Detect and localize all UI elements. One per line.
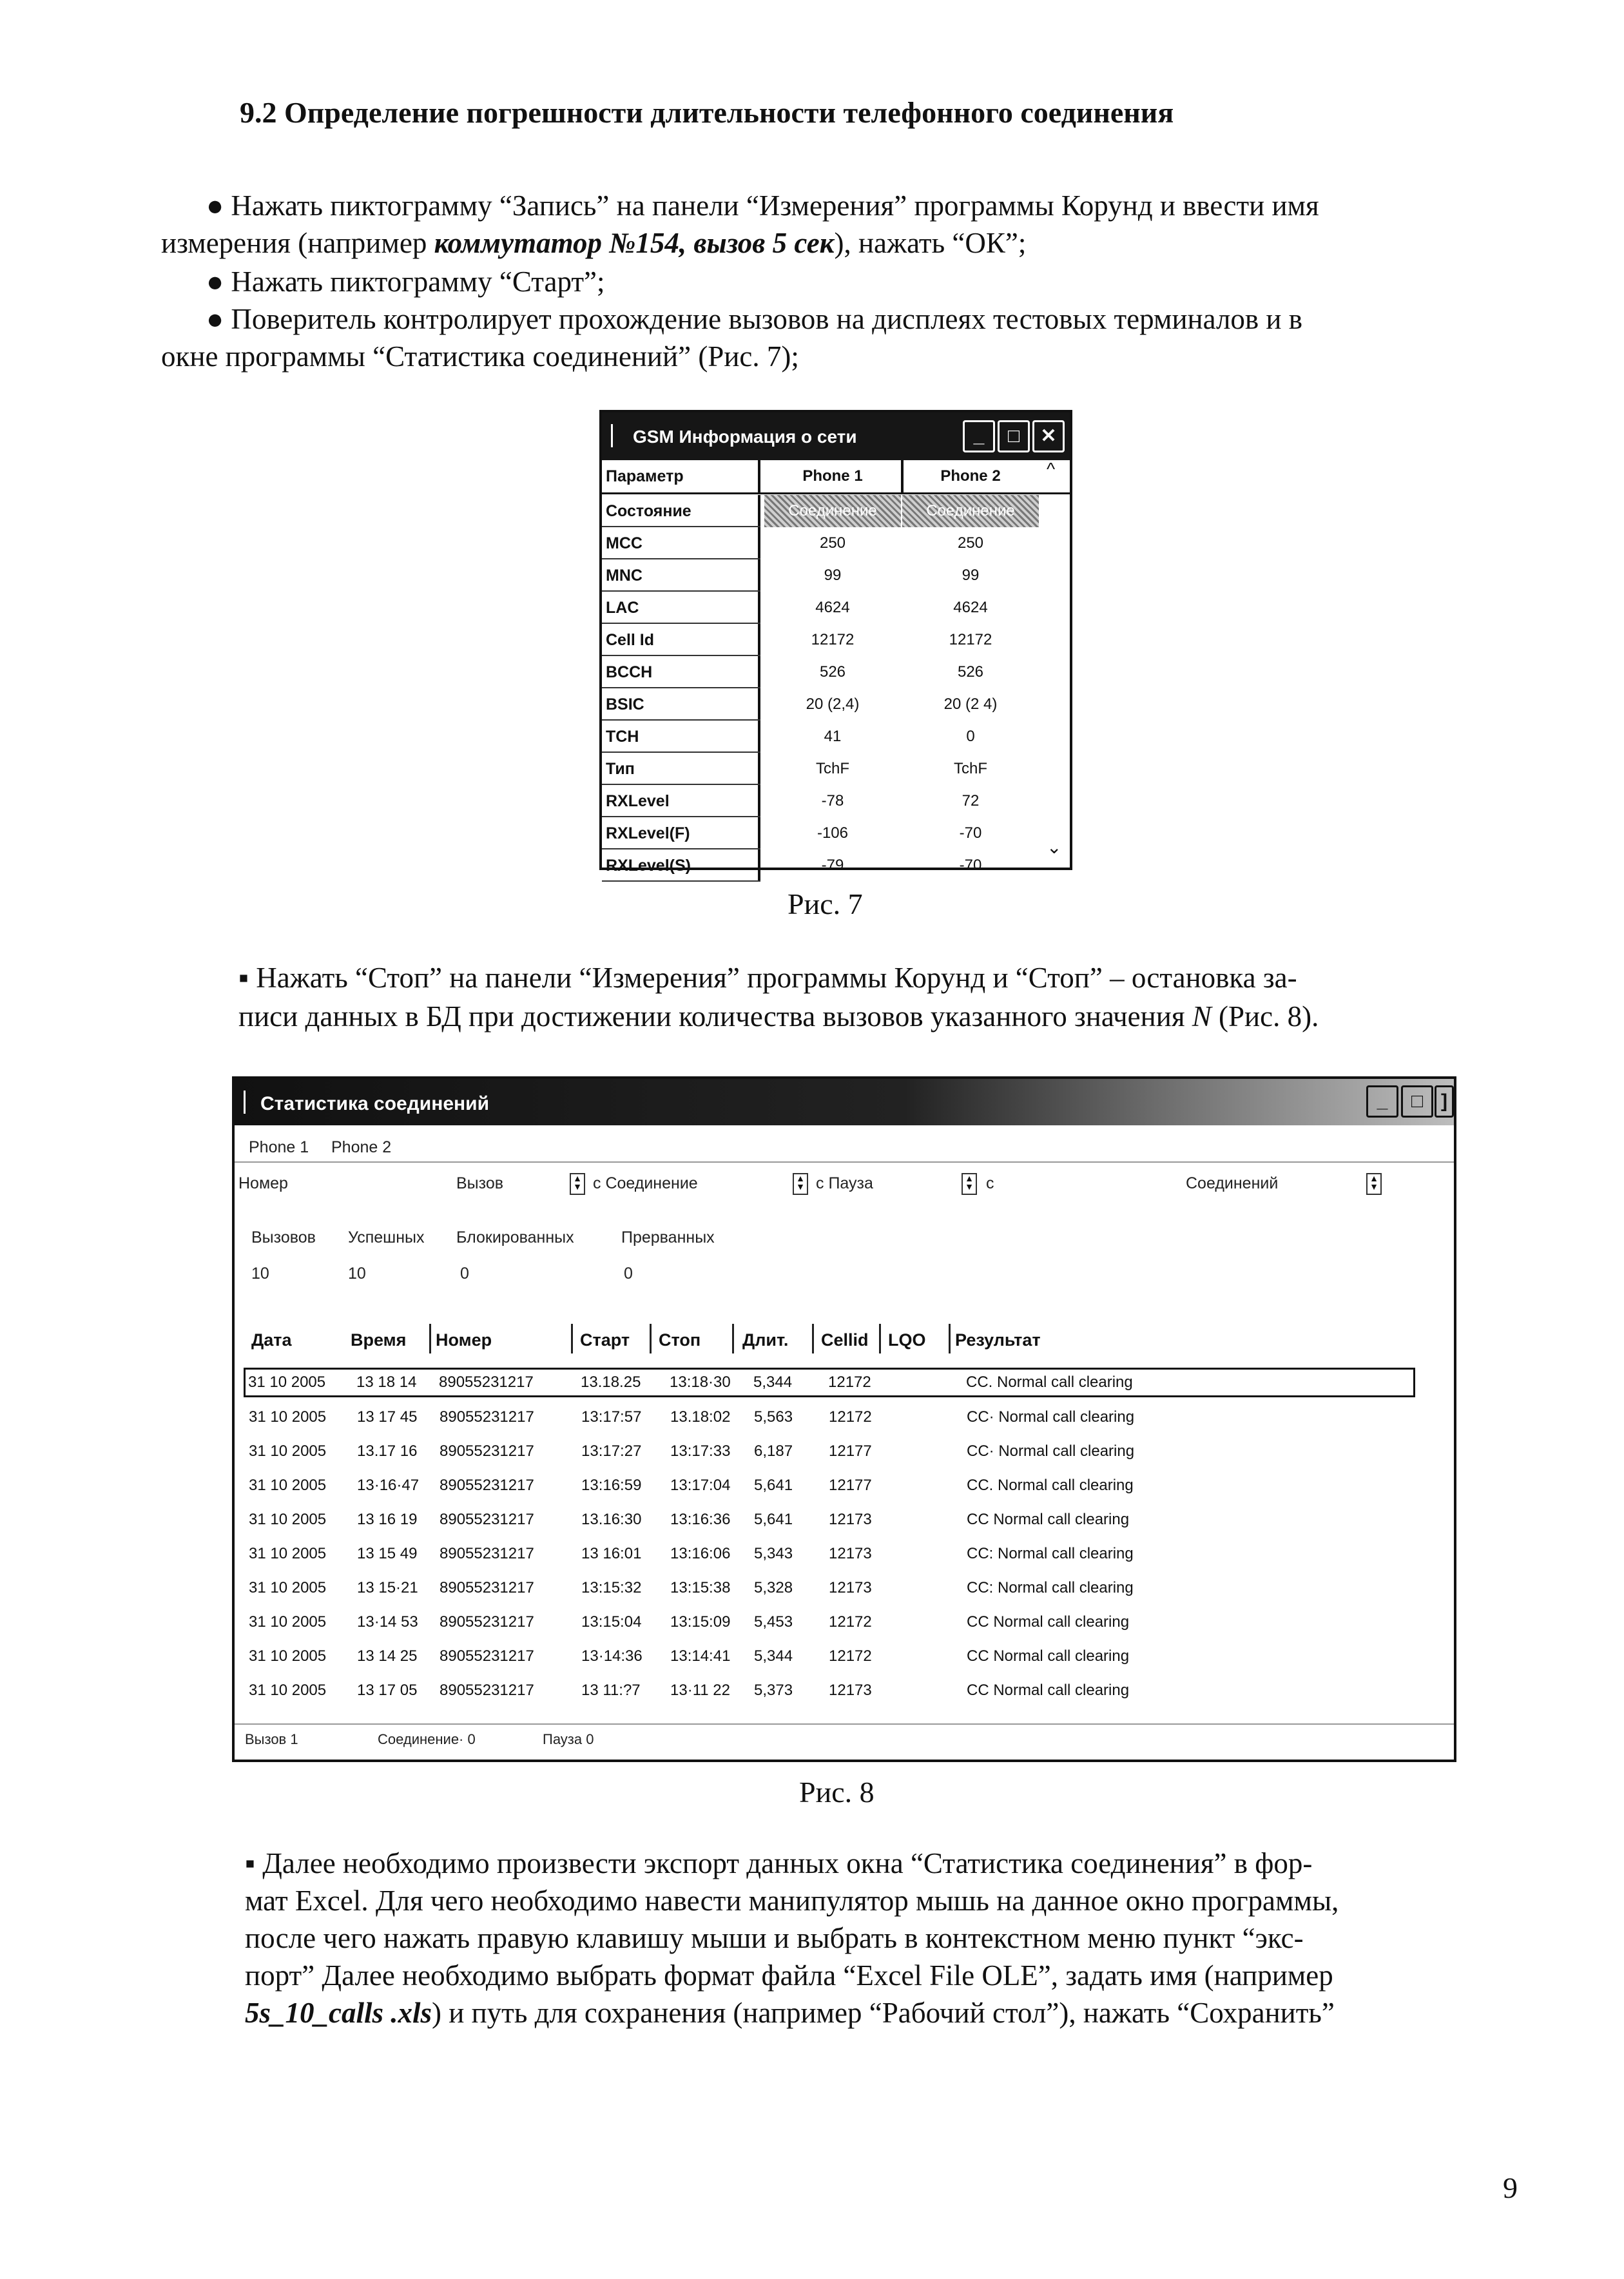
row-phone2-value: TchF (953, 760, 987, 777)
cell-start: 13:17:57 (581, 1408, 642, 1426)
cell-cellid: 12177 (829, 1442, 872, 1460)
gsm-window-title: GSM Информация о сети (633, 427, 857, 447)
para2-line2 (238, 998, 1319, 1035)
row-phone1-value: 4624 (815, 599, 850, 616)
column-separator (758, 688, 760, 721)
close-button[interactable]: ✕ (1032, 420, 1065, 452)
cell-date: 31 10 2005 (249, 1477, 327, 1494)
row-phone1-value: -79 (821, 857, 844, 874)
cell-stop: 13:14:41 (670, 1647, 731, 1665)
cell-number: 89055231217 (440, 1682, 534, 1699)
cell-result: CC. Normal call clearing (966, 1373, 1133, 1391)
cell-number: 89055231217 (440, 1647, 534, 1665)
cell-result: CC: Normal call clearing (967, 1579, 1134, 1596)
column-separator (758, 753, 760, 785)
filter-connections-label: Соединений (1186, 1174, 1279, 1192)
gsm-table-row (602, 656, 1070, 688)
row-phone2-value: Соединение (902, 495, 1039, 527)
cell-time: 13·14 53 (357, 1613, 418, 1631)
column-header-lqo[interactable]: LQO (888, 1330, 926, 1350)
column-separator (732, 1324, 734, 1353)
row-phone1-value: -78 (821, 792, 844, 810)
cell-time: 13 15·21 (357, 1579, 418, 1596)
gsm-table-row (602, 592, 1070, 624)
row-param-name: Тип (606, 760, 635, 778)
window-menu-icon[interactable] (244, 1091, 252, 1114)
row-phone2-value: 99 (962, 567, 980, 584)
stat-window-title: Статистика соединений (260, 1093, 490, 1114)
cell-time: 13 18 14 (356, 1373, 417, 1391)
page-number: 9 (1503, 2171, 1518, 2204)
cell-start: 13.16:30 (581, 1511, 642, 1528)
connection-stats-window (232, 1076, 1456, 1762)
filter-from-label: с (986, 1174, 994, 1192)
cell-stop: 13·11 22 (670, 1682, 730, 1699)
cell-stop: 13:16:36 (670, 1511, 731, 1528)
cell-time: 13.17 16 (357, 1442, 418, 1460)
table-row[interactable] (246, 1504, 1445, 1538)
summary-calls-label: Вызовов (251, 1228, 316, 1246)
column-header-duration[interactable]: Длит. (742, 1330, 789, 1350)
row-phone2-value: 4624 (953, 599, 988, 616)
cell-number: 89055231217 (440, 1545, 534, 1562)
cell-number: 89055231217 (440, 1408, 534, 1426)
para2-line2-text: писи данных в БД при достижении количества вызовов указанного значения (238, 1000, 1192, 1033)
gsm-table-row (602, 624, 1070, 656)
cell-stop: 13:16:06 (670, 1545, 731, 1562)
summary-dropped-label: Прерванных (621, 1228, 715, 1246)
column-separator (758, 527, 760, 559)
cell-stop: 13.18:02 (670, 1408, 731, 1426)
filter-from-pause-label: с Пауза (816, 1174, 873, 1192)
row-param-name: BSIC (606, 695, 644, 713)
pause-spinner-icon[interactable]: ▲ ▼ (962, 1173, 977, 1195)
cell-result: CC· Normal call clearing (967, 1408, 1135, 1426)
row-param-name: MNC (606, 567, 643, 585)
cell-cellid: 12172 (828, 1373, 871, 1391)
cell-duration: 6,187 (754, 1442, 793, 1460)
status-connections: Соединение· 0 (378, 1731, 476, 1747)
divider (235, 1161, 1454, 1163)
cell-start: 13.18.25 (581, 1373, 641, 1391)
call-spinner-icon[interactable]: ▲ ▼ (570, 1173, 585, 1195)
window-menu-icon[interactable] (611, 424, 619, 447)
cell-cellid: 12172 (829, 1408, 872, 1426)
cell-date: 31 10 2005 (249, 1682, 327, 1699)
para1-line2-emphasis: коммутатор №154, вызов 5 сек (434, 227, 835, 259)
row-divider (602, 880, 760, 882)
filter-number-label[interactable]: Номер (238, 1174, 288, 1192)
cell-number: 89055231217 (440, 1442, 534, 1460)
summary-blocked-label: Блокированных (456, 1228, 574, 1246)
summary-successful-value: 10 (348, 1265, 366, 1283)
cell-date: 31 10 2005 (249, 1613, 327, 1631)
cell-result: CC· Normal call clearing (967, 1442, 1135, 1460)
para3-line1: ▪ Далее необходимо произвести экспорт данных окна “Статистика соединения” в фор- (245, 1847, 1313, 1879)
cell-duration: 5,344 (753, 1373, 793, 1391)
cell-number: 89055231217 (440, 1511, 534, 1528)
gsm-table-row (602, 559, 1070, 592)
column-separator (758, 624, 760, 656)
cell-duration: 5,343 (754, 1545, 793, 1562)
row-phone1-value: Соединение (764, 495, 901, 527)
cell-cellid: 12172 (829, 1613, 872, 1631)
cell-date: 31 10 2005 (249, 1511, 327, 1528)
cell-time: 13 16 19 (357, 1511, 418, 1528)
row-phone1-value: 250 (819, 534, 846, 552)
row-phone1-value: -106 (817, 824, 849, 842)
summary-calls-value: 10 (251, 1265, 269, 1283)
row-phone1-value: 526 (819, 663, 846, 681)
cell-duration: 5,328 (754, 1579, 793, 1596)
cell-stop: 13:18·30 (670, 1373, 731, 1391)
row-param-name: TCH (606, 728, 639, 746)
column-separator (812, 1324, 814, 1353)
para1-line2 (161, 224, 1026, 262)
cell-cellid: 12173 (829, 1682, 872, 1699)
para3-line3: после чего нажать правую клавишу мыши и выбрать в контекстном меню пункт “экс- (245, 1922, 1304, 1954)
column-separator (758, 592, 760, 624)
cell-number: 89055231217 (440, 1613, 534, 1631)
figure-7-caption: Рис. 7 (788, 887, 863, 920)
gsm-info-window (599, 410, 1072, 875)
cell-start: 13 11:?7 (581, 1682, 641, 1699)
gsm-table-row (602, 849, 1070, 882)
cell-start: 13 16:01 (581, 1545, 642, 1562)
table-row[interactable] (244, 1368, 1415, 1397)
para3-line4: порт” Далее необходимо выбрать формат файла “Excel File OLE”, задать имя (например (245, 1959, 1333, 1992)
gsm-window-titlebar[interactable] (602, 412, 1070, 460)
cell-number: 89055231217 (440, 1477, 534, 1494)
row-param-name: LAC (606, 599, 639, 617)
column-header-number[interactable]: Номер (436, 1330, 492, 1350)
para3-line5-text: ) и путь для сохранения (например “Рабочий стол”), нажать “Сохранить” (432, 1997, 1335, 2029)
cell-start: 13:15:32 (581, 1579, 642, 1596)
para2-line2-emphasis: N (1192, 1000, 1212, 1033)
column-separator (758, 559, 760, 592)
cell-duration: 5,641 (754, 1511, 793, 1528)
gsm-table-row (602, 688, 1070, 721)
para3-line2: мат Excel. Для чего необходимо навести манипулятор мышь на данное окно программы, (245, 1885, 1339, 1917)
cell-cellid: 12172 (829, 1647, 872, 1665)
cell-start: 13:17:27 (581, 1442, 642, 1460)
table-row[interactable] (246, 1538, 1445, 1572)
cell-duration: 5,641 (754, 1477, 793, 1494)
cell-number: 89055231217 (440, 1579, 534, 1596)
table-row[interactable] (246, 1641, 1445, 1674)
cell-start: 13:16:59 (581, 1477, 642, 1494)
para2-line1: ▪ Нажать “Стоп” на панели “Измерения” программы Корунд и “Стоп” – остановка за- (238, 962, 1297, 994)
cell-result: CC Normal call clearing (967, 1647, 1130, 1665)
para1-line5: окне программы “Статистика соединений” (Рис. 7); (161, 340, 799, 373)
row-phone1-value: 12172 (811, 631, 855, 648)
cell-result: CC Normal call clearing (967, 1511, 1130, 1528)
row-phone2-value: 12172 (949, 631, 992, 648)
column-header-start[interactable]: Старт (580, 1330, 630, 1350)
row-phone2-value: 250 (957, 534, 984, 552)
cell-time: 13·16·47 (357, 1477, 420, 1494)
column-separator (571, 1324, 573, 1353)
cell-stop: 13:17:33 (670, 1442, 731, 1460)
row-phone2-value: -70 (959, 824, 982, 842)
row-phone2-value: 0 (966, 728, 975, 745)
gsm-table-row (602, 753, 1070, 785)
column-separator (758, 817, 760, 849)
table-row[interactable] (246, 1573, 1445, 1606)
scroll-down-icon[interactable]: ⌄ (1047, 837, 1062, 857)
column-separator (949, 1324, 951, 1353)
minimize-button[interactable]: _ (963, 420, 995, 452)
summary-dropped-value: 0 (624, 1265, 633, 1283)
summary-blocked-value: 0 (460, 1265, 469, 1283)
cell-time: 13 15 49 (357, 1545, 418, 1562)
column-header-date[interactable]: Дата (251, 1330, 292, 1350)
cell-duration: 5,344 (754, 1647, 793, 1665)
column-header-phone1: Phone 1 (802, 467, 863, 485)
table-row[interactable] (246, 1470, 1445, 1504)
row-param-name: RXLevel(F) (606, 824, 690, 842)
divider (235, 1723, 1454, 1725)
gsm-table-header (602, 460, 1070, 494)
maximize-button[interactable]: □ (1401, 1085, 1433, 1118)
row-phone1-value: TchF (815, 760, 849, 777)
cell-duration: 5,373 (754, 1682, 793, 1699)
cell-date: 31 10 2005 (249, 1442, 327, 1460)
table-row[interactable] (246, 1402, 1445, 1435)
cell-stop: 13:15:09 (670, 1613, 731, 1631)
gsm-table-row (602, 817, 1070, 849)
row-param-name: MCC (606, 534, 643, 552)
cell-date: 31 10 2005 (249, 1647, 327, 1665)
row-param-name: RXLevel (606, 792, 670, 810)
para3-line5-filename: 5s_10_calls .xls (245, 1997, 432, 2029)
cell-stop: 13:17:04 (670, 1477, 731, 1494)
para1-line1: ● Нажать пиктограмму “Запись” на панели “Измерения” программы Корунд и ввести имя (206, 189, 1319, 222)
column-header-stop[interactable]: Стоп (659, 1330, 701, 1350)
cell-date: 31 10 2005 (249, 1579, 327, 1596)
row-phone1-value: 41 (824, 728, 842, 745)
cell-time: 13 17 05 (357, 1682, 418, 1699)
scroll-up-icon[interactable]: ^ (1047, 459, 1056, 479)
cell-cellid: 12177 (829, 1477, 872, 1494)
para2-line2-text-end: (Рис. 8). (1211, 1000, 1319, 1033)
cell-result: CC Normal call clearing (967, 1682, 1130, 1699)
connections-spinner-icon[interactable]: ▲ ▼ (1366, 1173, 1382, 1195)
row-param-name: Состояние (606, 502, 691, 520)
minimize-button[interactable]: _ (1366, 1085, 1398, 1118)
table-row[interactable] (246, 1436, 1445, 1469)
status-pause: Пауза 0 (543, 1731, 594, 1747)
column-header-phone2: Phone 2 (940, 467, 1001, 485)
gsm-table-row (602, 527, 1070, 559)
figure-8-caption: Рис. 8 (799, 1776, 875, 1809)
cell-result: CC Normal call clearing (967, 1613, 1130, 1631)
column-separator (879, 1324, 881, 1353)
column-header-result[interactable]: Результат (955, 1330, 1041, 1350)
para1-line2-text: измерения (например (161, 227, 434, 259)
row-param-name: Cell Id (606, 631, 655, 649)
column-separator (758, 849, 760, 882)
filter-call-label: Вызов (456, 1174, 504, 1192)
gsm-table-row (602, 785, 1070, 817)
cell-start: 13:15:04 (581, 1613, 642, 1631)
para1-line3: ● Нажать пиктограмму “Старт”; (206, 266, 605, 298)
column-separator (758, 785, 760, 817)
cell-number: 89055231217 (439, 1373, 534, 1391)
connection-spinner-icon[interactable]: ▲ ▼ (793, 1173, 808, 1195)
column-separator (758, 721, 760, 753)
column-header-cellid[interactable]: Cellid (821, 1330, 869, 1350)
cell-stop: 13:15:38 (670, 1579, 731, 1596)
tab-phone2[interactable]: Phone 2 (331, 1138, 392, 1156)
cell-result: CC. Normal call clearing (967, 1477, 1134, 1494)
column-separator (758, 460, 760, 492)
cell-time: 13 17 45 (357, 1408, 418, 1426)
close-button[interactable]: ] (1435, 1085, 1454, 1118)
table-row[interactable] (246, 1675, 1445, 1709)
row-phone2-value: 20 (2 4) (943, 695, 998, 713)
cell-date: 31 10 2005 (249, 1408, 327, 1426)
column-separator (650, 1324, 652, 1353)
para3-line5 (245, 1994, 1335, 2032)
cell-time: 13 14 25 (357, 1647, 418, 1665)
column-separator (758, 495, 760, 527)
cell-result: CC: Normal call clearing (967, 1545, 1134, 1562)
para1-line4: ● Поверитель контролирует прохождение вызовов на дисплеях тестовых терминалов и в (206, 303, 1303, 335)
cell-cellid: 12173 (829, 1511, 872, 1528)
row-phone1-value: 20 (2,4) (806, 695, 860, 713)
cell-date: 31 10 2005 (249, 1545, 327, 1562)
column-separator (429, 1324, 431, 1353)
gsm-table-row (602, 495, 1070, 527)
section-heading: 9.2 Определение погрешности длительности телефонного соединения (240, 96, 1174, 129)
status-calls: Вызов 1 (245, 1731, 298, 1747)
stat-window-titlebar[interactable] (235, 1079, 1454, 1125)
row-phone2-value: 526 (957, 663, 984, 681)
cell-duration: 5,563 (754, 1408, 793, 1426)
row-phone1-value: 99 (824, 567, 842, 584)
row-phone2-value: 72 (962, 792, 980, 810)
cell-start: 13·14:36 (581, 1647, 643, 1665)
cell-duration: 5,453 (754, 1613, 793, 1631)
column-header-param: Параметр (606, 467, 684, 485)
row-phone2-value: -70 (959, 857, 982, 874)
row-param-name: BCCH (606, 663, 653, 681)
para1-line2-text-end: ), нажать “ОК”; (834, 227, 1027, 259)
maximize-button[interactable]: □ (998, 420, 1030, 452)
row-param-name: RXLevel(S) (606, 857, 691, 875)
column-separator (758, 656, 760, 688)
summary-successful-label: Успешных (348, 1228, 425, 1246)
table-row[interactable] (246, 1607, 1445, 1640)
column-header-time[interactable]: Время (351, 1330, 407, 1350)
filter-from-connection-label: с Соединение (593, 1174, 698, 1192)
tab-phone1[interactable]: Phone 1 (249, 1138, 309, 1156)
gsm-table-row (602, 721, 1070, 753)
cell-cellid: 12173 (829, 1579, 872, 1596)
cell-date: 31 10 2005 (248, 1373, 326, 1391)
cell-cellid: 12173 (829, 1545, 872, 1562)
